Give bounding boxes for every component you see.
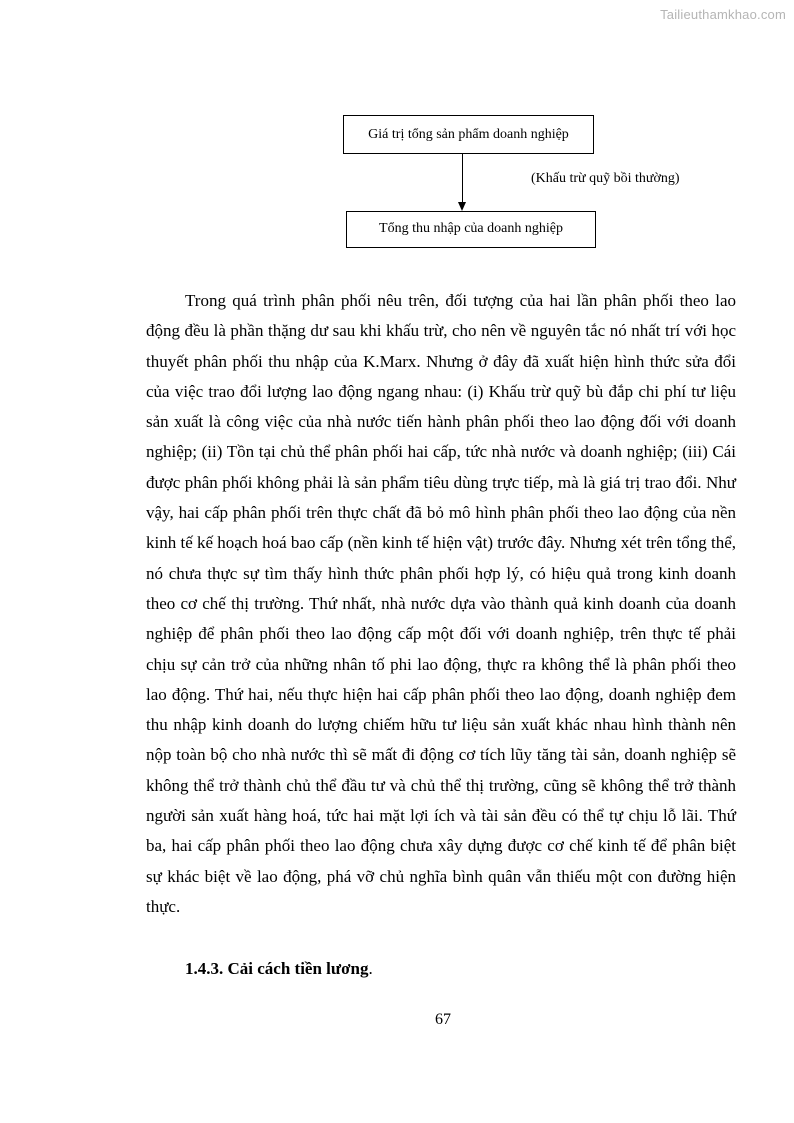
body-paragraph: Trong quá trình phân phối nêu trên, đối tượng của hai lần phân phối theo lao động đều là phần thặng dư sau khi khấu trừ, cho nên về nguyên tắc nó nhất trí với học thuyết phân phối thu nhập của K.Marx. Nhưng ở đây đã xuất hiện hình thức sửa đổi của việc trao đổi lượng lao động ngang nhau: (i) Khấu trừ quỹ bù đắp chi phí tư liệu sản xuất là công việc của nhà nước tiến hành phân phối theo lao động đối với doanh nghiệp; (ii) Tồn tại chủ thể phân phối hai cấp, tức nhà nước và doanh nghiệp; (iii) Cái được phân phối không phải là sản phẩm tiêu dùng trực tiếp, mà là giá trị trao đổi. Như vậy, hai cấp phân phối trên thực chất đã bỏ mô hình phân phối theo lao động của nền kinh tế kế hoạch hoá bao cấp (nền kinh tế hiện vật) trước đây. Nhưng xét trên tổng thể, nó chưa thực sự tìm thấy hình thức phân phối hợp lý, có hiệu quả trong kinh doanh theo cơ chế thị trường. Thứ nhất, nhà nước dựa vào thành quả kinh doanh của doanh nghiệp để phân phối theo lao động cấp một đối với doanh nghiệp, trên thực tế phải chịu sự cản trở của những nhân tố phi lao động, thực ra không thể là phân phối theo lao động. Thứ hai, nếu thực hiện hai cấp phân phối theo lao động, doanh nghiệp đem thu nhập kinh doanh do lượng chiếm hữu tư liệu sản xuất khác nhau hình thành nên nộp toàn bộ cho nhà nước thì sẽ mất đi động cơ tích lũy tăng tài sản, doanh nghiệp sẽ không thể trở thành chủ thể đầu tư và chủ thể thị trường, cũng sẽ không thể trở thành người sản xuất hàng hoá, tức hai mặt lợi ích và tài sản đều có thể tự chịu lỗ lãi. Thứ ba, hai cấp phân phối theo lao động chưa xây dựng được cơ chế kinh tế để phân biệt sự khác biệt về lao động, phá vỡ chủ nghĩa bình quân vẫn thiếu một con đường hiện thực.: [146, 291, 736, 916]
section-heading: [185, 959, 373, 979]
page-number: 67: [435, 1011, 451, 1028]
diagram-arrow-line: [462, 154, 463, 203]
arrow-down-icon: [458, 202, 466, 211]
diagram-box-total-product-value: Giá trị tổng sản phẩm doanh nghiệp: [343, 115, 594, 154]
watermark-text: Tailieuthamkhao.com: [660, 7, 786, 22]
diagram-deduction-label: (Khấu trừ quỹ bồi thường): [531, 171, 680, 186]
section-heading-text: 1.4.3. Cải cách tiền lương: [185, 959, 369, 978]
section-heading-period: .: [368, 959, 373, 978]
diagram-box-total-income: Tổng thu nhập của doanh nghiệp: [346, 211, 596, 248]
